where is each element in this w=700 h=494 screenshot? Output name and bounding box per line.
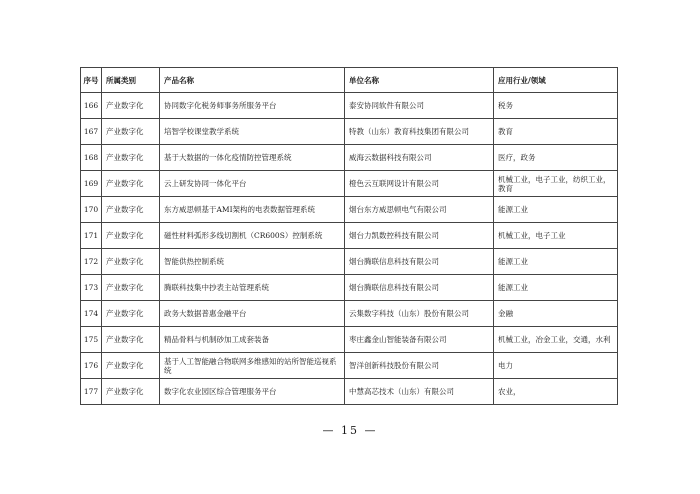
- cell-organization-name: 烟台腾联信息科技有限公司: [345, 249, 494, 275]
- table-row: [81, 249, 618, 275]
- cell-category: 产业数字化: [102, 223, 160, 249]
- cell-category: 产业数字化: [102, 119, 160, 145]
- table-row: [81, 93, 618, 119]
- cell-product-name: 精品骨料与机制砂加工成套装备: [160, 327, 345, 353]
- cell-application-industry: 能源工业: [494, 249, 618, 275]
- table-row: [81, 327, 618, 353]
- cell-product-name: 东方威思顿基于AMI架构的电表数据管理系统: [160, 197, 345, 223]
- cell-product-name: 智能供热控制系统: [160, 249, 345, 275]
- cell-serial-number: 175: [81, 327, 102, 353]
- cell-category: 产业数字化: [102, 197, 160, 223]
- cell-product-name: 基于人工智能融合物联网多维感知的站所智能巡视系统: [160, 353, 345, 379]
- cell-application-industry: 税务: [494, 93, 618, 119]
- table-row: [81, 197, 618, 223]
- table-row: [81, 353, 618, 379]
- cell-serial-number: 171: [81, 223, 102, 249]
- cell-application-industry: 机械工业，电子工业: [494, 223, 618, 249]
- table-row: [81, 223, 618, 249]
- header-category: 所属类别: [102, 68, 160, 93]
- header-application-industry: 应用行业/领域: [494, 68, 618, 93]
- cell-organization-name: 烟台腾联信息科技有限公司: [345, 275, 494, 301]
- cell-product-name: 数字化农业园区综合管理服务平台: [160, 379, 345, 405]
- cell-category: 产业数字化: [102, 379, 160, 405]
- cell-application-industry: 电力: [494, 353, 618, 379]
- cell-organization-name: 泰安协同软件有限公司: [345, 93, 494, 119]
- table-header: [81, 68, 618, 93]
- cell-product-name: 云上研发协同一体化平台: [160, 171, 345, 197]
- cell-application-industry: 能源工业: [494, 275, 618, 301]
- table-row: [81, 171, 618, 197]
- cell-category: 产业数字化: [102, 327, 160, 353]
- cell-serial-number: 173: [81, 275, 102, 301]
- table-row: [81, 145, 618, 171]
- header-serial-number: 序号: [81, 68, 102, 93]
- cell-organization-name: 特教（山东）教育科技集团有限公司: [345, 119, 494, 145]
- cell-category: 产业数字化: [102, 275, 160, 301]
- header-organization-name: 单位名称: [345, 68, 494, 93]
- page-number: — 15 —: [322, 424, 378, 437]
- cell-application-industry: 机械工业，电子工业，纺织工业，教育: [494, 171, 618, 197]
- cell-product-name: 基于大数据的一体化疫情防控管理系统: [160, 145, 345, 171]
- cell-category: 产业数字化: [102, 145, 160, 171]
- cell-organization-name: 烟台力凯数控科技有限公司: [345, 223, 494, 249]
- cell-product-name: 政务大数据普惠金融平台: [160, 301, 345, 327]
- product-table: [80, 67, 618, 405]
- cell-organization-name: 云集数字科技（山东）股份有限公司: [345, 301, 494, 327]
- cell-application-industry: 农业，: [494, 379, 618, 405]
- cell-product-name: 培智学校课堂教学系统: [160, 119, 345, 145]
- cell-serial-number: 167: [81, 119, 102, 145]
- table-row: [81, 119, 618, 145]
- table-header-row: [81, 68, 618, 93]
- cell-organization-name: 烟台东方威思顿电气有限公司: [345, 197, 494, 223]
- table-body: [81, 93, 618, 405]
- cell-product-name: 腾联科技集中抄表主站管理系统: [160, 275, 345, 301]
- cell-product-name: 协同数字化税务师事务所服务平台: [160, 93, 345, 119]
- cell-serial-number: 168: [81, 145, 102, 171]
- table-row: [81, 275, 618, 301]
- cell-category: 产业数字化: [102, 301, 160, 327]
- cell-category: 产业数字化: [102, 353, 160, 379]
- cell-product-name: 磁性材料弧形多线切割机（CR600S）控制系统: [160, 223, 345, 249]
- cell-serial-number: 177: [81, 379, 102, 405]
- cell-organization-name: 威海云数据科技有限公司: [345, 145, 494, 171]
- cell-application-industry: 金融: [494, 301, 618, 327]
- table-row: [81, 301, 618, 327]
- cell-serial-number: 176: [81, 353, 102, 379]
- cell-application-industry: 教育: [494, 119, 618, 145]
- cell-application-industry: 能源工业: [494, 197, 618, 223]
- cell-serial-number: 172: [81, 249, 102, 275]
- header-product-name: 产品名称: [160, 68, 345, 93]
- cell-category: 产业数字化: [102, 93, 160, 119]
- cell-serial-number: 166: [81, 93, 102, 119]
- cell-serial-number: 170: [81, 197, 102, 223]
- cell-organization-name: 枣庄鑫金山智能装备有限公司: [345, 327, 494, 353]
- cell-organization-name: 橙色云互联网设计有限公司: [345, 171, 494, 197]
- cell-application-industry: 医疗，政务: [494, 145, 618, 171]
- cell-serial-number: 169: [81, 171, 102, 197]
- cell-category: 产业数字化: [102, 249, 160, 275]
- cell-category: 产业数字化: [102, 171, 160, 197]
- cell-organization-name: 中慧高芯技术（山东）有限公司: [345, 379, 494, 405]
- cell-serial-number: 174: [81, 301, 102, 327]
- cell-organization-name: 智洋创新科技股份有限公司: [345, 353, 494, 379]
- cell-application-industry: 机械工业，冶金工业，交通，水利: [494, 327, 618, 353]
- table-row: [81, 379, 618, 405]
